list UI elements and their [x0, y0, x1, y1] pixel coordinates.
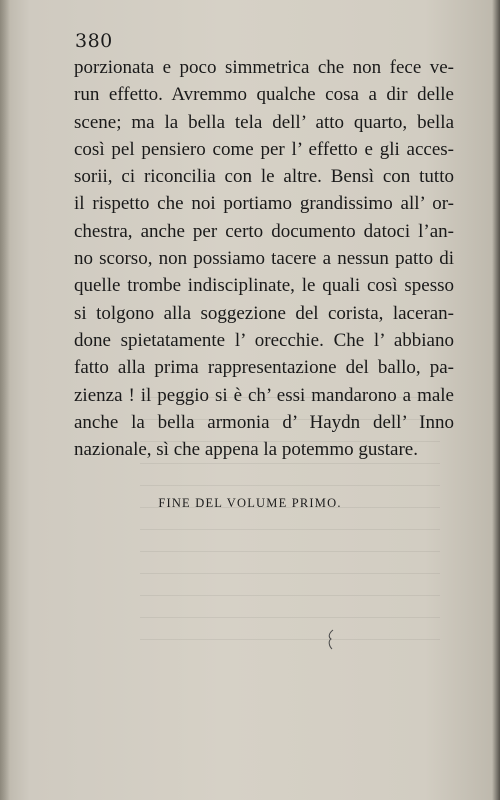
- text-line: il rispetto che noi portiamo grandissimo all’ or-: [74, 193, 454, 215]
- text-line: anche la bella armonia d’ Haydn dell’ Inno: [74, 411, 454, 433]
- text-line: quelle trombe indisciplinate, le quali così spesso: [74, 275, 454, 297]
- text-line: porzionata e poco simmetrica che non fece ve-: [74, 57, 454, 78]
- text-line: zienza ! il peggio si è ch’ essi mandarono a male: [74, 384, 454, 406]
- text-line: si tolgono alla soggezione del corista, laceran-: [74, 302, 454, 324]
- text-line: scene; ma la bella tela dell’ atto quarto, bella: [74, 111, 454, 133]
- text-line: sorii, ci riconcilia con le altre. Bensì con tutto: [74, 166, 454, 188]
- text-line: chestra, anche per certo documento datoci l’an-: [74, 220, 454, 242]
- colophon: FINE DEL VOLUME PRIMO.: [158, 496, 342, 510]
- text-line: nazionale, sì che appena la potemmo gustare.: [74, 439, 418, 461]
- text-line: fatto alla prima rappresentazione del ballo, pa-: [74, 357, 454, 379]
- page-number: 380: [75, 30, 113, 52]
- text-line: run effetto. Avremmo qualche cosa a dir delle: [74, 84, 454, 106]
- text-line: così pel pensiero come per l’ effetto e gli acces-: [74, 138, 454, 160]
- text-line: no scorso, non possiamo tacere a nessun patto di: [74, 248, 454, 270]
- ink-mark-icon: [326, 628, 336, 652]
- body-text: [74, 54, 454, 463]
- text-line: done spietatamente l’ orecchie. Che l’ abbiano: [74, 329, 454, 351]
